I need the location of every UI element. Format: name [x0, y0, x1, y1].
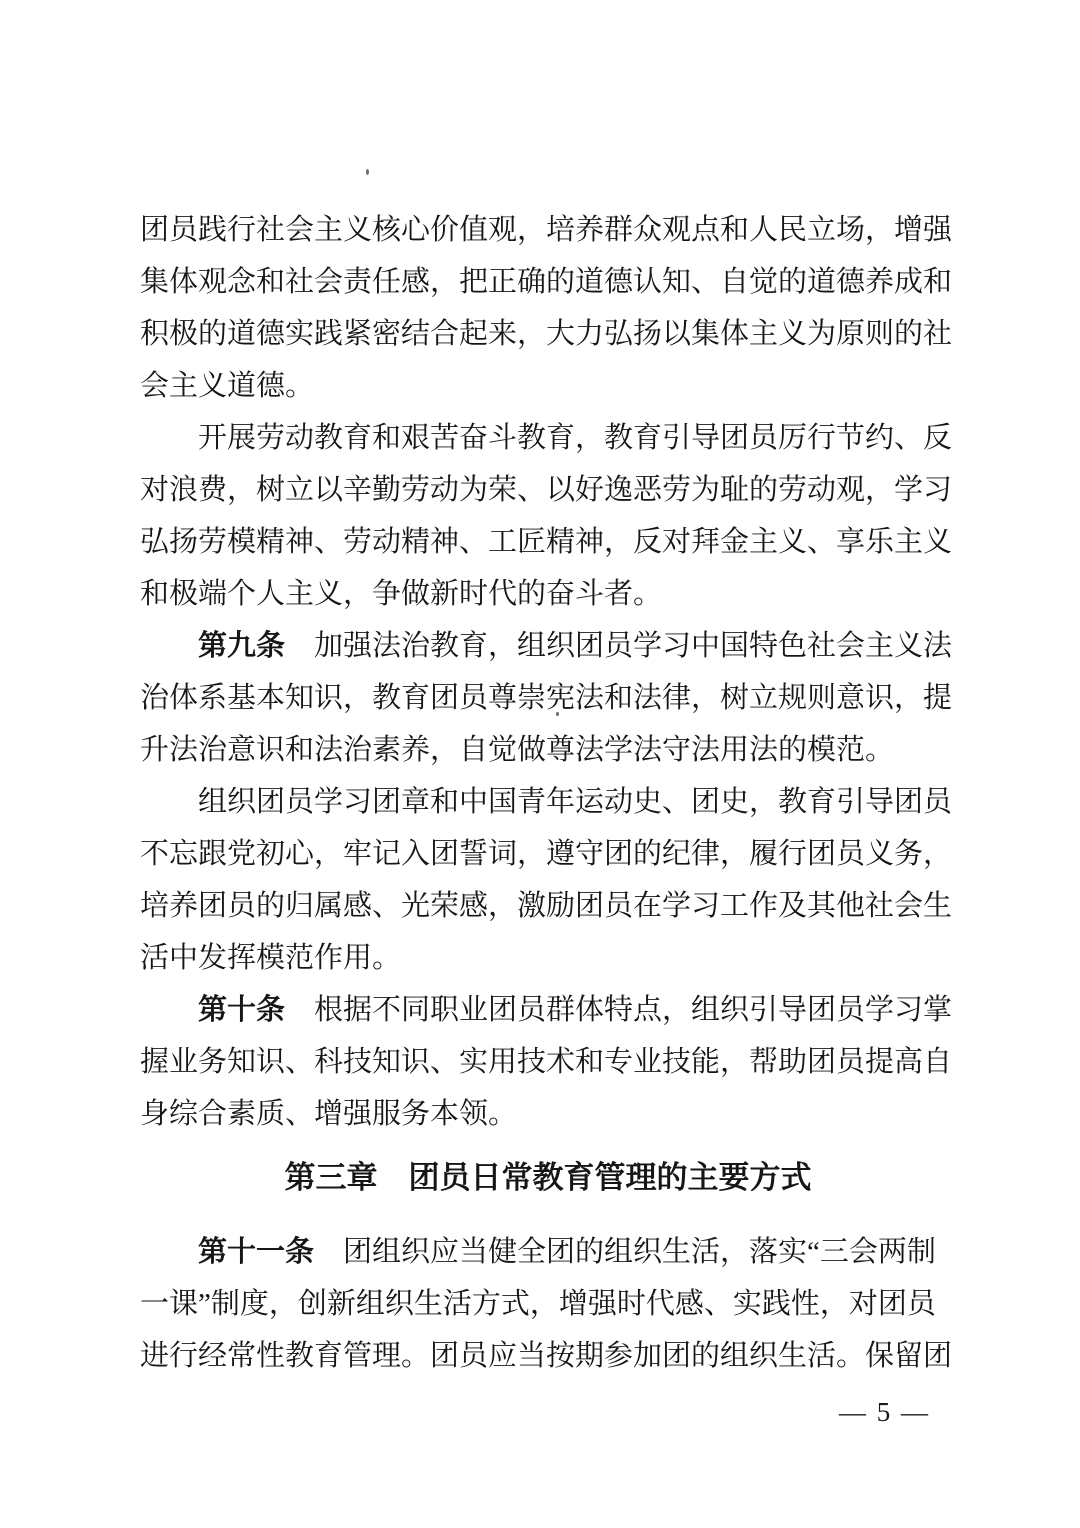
text-line-content: 开展劳动教育和艰苦奋斗教育，教育引导团员厉行节约、反 — [140, 422, 953, 454]
text-line — [140, 1330, 956, 1382]
article-11-label: 第十一条 — [140, 1236, 315, 1268]
text-line — [140, 776, 956, 828]
text-line — [140, 1036, 956, 1088]
text-line — [140, 256, 956, 308]
article-10-label: 第十条 — [140, 994, 286, 1026]
text-line-content: 身综合素质、增强服务本领。 — [140, 1098, 518, 1130]
chapter-3-heading: 第三章 团员日常教育管理的主要方式 — [284, 1160, 812, 1195]
scan-artifact-dot — [366, 169, 369, 175]
text-line-content: 治体系基本知识，教育团员尊崇宪法和法律，树立规则意识，提 — [140, 682, 953, 714]
text-line-content: 组织团员学习团章和中国青年运动史、团史，教育引导团员 — [140, 786, 953, 818]
text-line — [140, 204, 956, 256]
text-line — [140, 724, 956, 776]
text-line-article-9 — [140, 620, 956, 672]
text-line-content: 握业务知识、科技知识、实用技术和专业技能，帮助团员提高自 — [140, 1046, 953, 1078]
text-line — [140, 1088, 956, 1140]
text-line-article-10 — [140, 984, 956, 1036]
text-line-content: 和极端个人主义，争做新时代的奋斗者。 — [140, 578, 663, 610]
text-line — [140, 412, 956, 464]
text-line — [140, 880, 956, 932]
document-body-after-heading — [140, 1226, 956, 1382]
page-number: — 5 — — [839, 1397, 930, 1427]
text-line — [140, 360, 956, 412]
text-line-content: 根据不同职业团员群体特点，组织引导团员学习掌 — [285, 994, 953, 1026]
text-line — [140, 672, 956, 724]
text-line — [140, 932, 956, 984]
text-line — [140, 308, 956, 360]
text-line — [140, 828, 956, 880]
text-line-content: 升法治意识和法治素养，自觉做尊法学法守法用法的模范。 — [140, 734, 895, 766]
document-body — [140, 204, 956, 1140]
text-line-content: 会主义道德。 — [140, 370, 315, 402]
text-line-content: 一课”制度，创新组织生活方式，增强时代感、实践性，对团员 — [140, 1288, 936, 1320]
text-line-content: 团员践行社会主义核心价值观，培养群众观点和人民立场，增强 — [140, 214, 953, 246]
text-line-content: 对浪费，树立以辛勤劳动为荣、以好逸恶劳为耻的劳动观，学习 — [140, 474, 953, 506]
text-line-content: 进行经常性教育管理。团员应当按期参加团的组织生活。保留团 — [140, 1340, 953, 1372]
text-line — [140, 568, 956, 620]
text-line — [140, 516, 956, 568]
text-line-content: 弘扬劳模精神、劳动精神、工匠精神，反对拜金主义、享乐主义 — [140, 526, 953, 558]
text-line-content: 加强法治教育，组织团员学习中国特色社会主义法 — [285, 630, 953, 662]
article-9-label: 第九条 — [140, 630, 286, 662]
text-line-content: 团组织应当健全团的组织生活，落实“三会两制 — [314, 1236, 936, 1268]
text-line-content: 不忘跟党初心，牢记入团誓词，遵守团的纪律，履行团员义务， — [140, 838, 953, 870]
text-line-content: 积极的道德实践紧密结合起来，大力弘扬以集体主义为原则的社 — [140, 318, 953, 350]
text-line-content: 活中发挥模范作用。 — [140, 942, 402, 974]
text-line-content: 培养团员的归属感、光荣感，激励团员在学习工作及其他社会生 — [140, 890, 953, 922]
text-line — [140, 1278, 956, 1330]
text-line-article-11 — [140, 1226, 956, 1278]
text-line — [140, 464, 956, 516]
text-line-content: 集体观念和社会责任感，把正确的道德认知、自觉的道德养成和 — [140, 266, 953, 298]
